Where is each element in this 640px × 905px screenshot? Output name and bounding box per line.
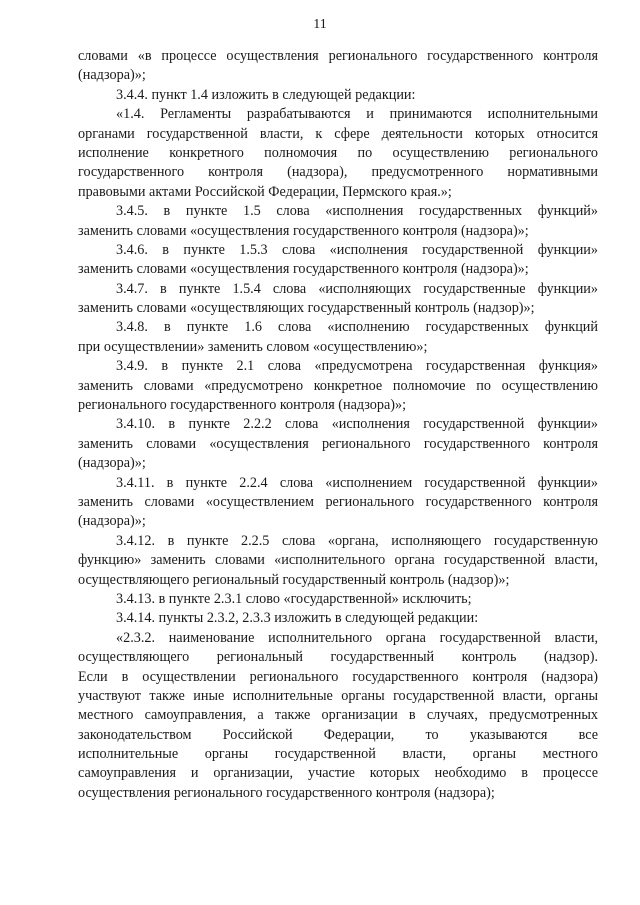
text-line: функцию» заменить словами «исполнительного органа государственной власти, (78, 552, 598, 569)
text-line: 3.4.9. в пункте 2.1 слова «предусмотрена государственная функция» (116, 358, 598, 375)
text-line: заменить словами «осуществления государственного контроля (надзора)»; (78, 222, 529, 239)
text-line: осуществления регионального государственного контроля (надзора); (78, 784, 495, 801)
text-line: участвуют также иные исполнительные органы государственной власти, органы (78, 687, 598, 704)
page-number: 11 (313, 17, 327, 32)
text-line: при осуществлении» заменить словом «осуществлению»; (78, 338, 428, 355)
text-line: заменить словами «осуществляющих государственный контроль (надзор)»; (78, 300, 535, 317)
text-line: 3.4.14. пункты 2.3.2, 2.3.3 изложить в следующей редакции: (116, 610, 479, 627)
text-line: местного самоуправления, а также организации в случаях, предусмотренных (78, 707, 598, 724)
text-line: 3.4.10. в пункте 2.2.2 слова «исполнения государственной функции» (116, 416, 598, 433)
text-line: 3.4.11. в пункте 2.2.4 слова «исполнением государственной функции» (116, 474, 598, 491)
text-line: исполнительные органы государственной власти, органы местного (78, 746, 598, 763)
text-line: осуществляющего региональный государственный контроль (надзор)»; (78, 571, 510, 588)
text-line: регионального государственного контроля (надзора)»; (78, 397, 407, 414)
text-line: (надзора)»; (78, 513, 146, 530)
text-line: заменить словами «осуществления государственного контроля (надзора)»; (78, 261, 529, 278)
text-line: «2.3.2. наименование исполнительного органа государственной власти, (116, 629, 598, 646)
text-line: правовыми актами Российской Федерации, Пермского края.»; (78, 183, 452, 200)
text-line: «1.4. Регламенты разрабатываются и принимаются исполнительными (116, 106, 598, 123)
text-line: государственного контроля (надзора), предусмотренного нормативными (78, 164, 598, 181)
text-line: 3.4.6. в пункте 1.5.3 слова «исполнения государственной функции» (116, 241, 598, 258)
document-body (78, 47, 598, 803)
text-line: словами «в процессе осуществления регионального государственного контроля (78, 48, 598, 64)
text-line: 3.4.13. в пункте 2.3.1 слово «государственной» исключить; (116, 590, 472, 607)
text-line: заменить словами «осуществлением регионального государственного контроля (78, 493, 598, 510)
text-line: заменить словами «осуществления регионального государственного контроля (78, 435, 598, 452)
text-line: 3.4.8. в пункте 1.6 слова «исполнению государственных функций (116, 319, 598, 336)
text-line: 3.4.4. пункт 1.4 изложить в следующей редакции: (116, 86, 416, 103)
text-line: органами государственной власти, к сфере деятельности которых относится (78, 125, 598, 142)
text-line: 3.4.12. в пункте 2.2.5 слова «органа, исполняющего государственную (116, 532, 598, 549)
text-line: (надзора)»; (78, 455, 146, 472)
text-line: исполнение конкретного полномочия по осуществлению регионального (78, 144, 598, 161)
text-line: законодательством Российской Федерации, то указываются все (78, 726, 598, 743)
text-line: заменить словами «предусмотрено конкретное полномочие по осуществлению (78, 377, 598, 394)
text-line: самоуправления и организации, участие которых необходимо в процессе (78, 765, 598, 782)
text-line: 3.4.5. в пункте 1.5 слова «исполнения государственных функций» (116, 203, 598, 220)
text-line: 3.4.7. в пункте 1.5.4 слова «исполняющих государственные функции» (116, 280, 598, 297)
text-line: осуществляющего региональный государственный контроль (надзор). (78, 649, 598, 666)
text-line: Если в осуществлении регионального государственного контроля (надзора) (78, 668, 598, 685)
text-line: (надзора)»; (78, 67, 146, 84)
